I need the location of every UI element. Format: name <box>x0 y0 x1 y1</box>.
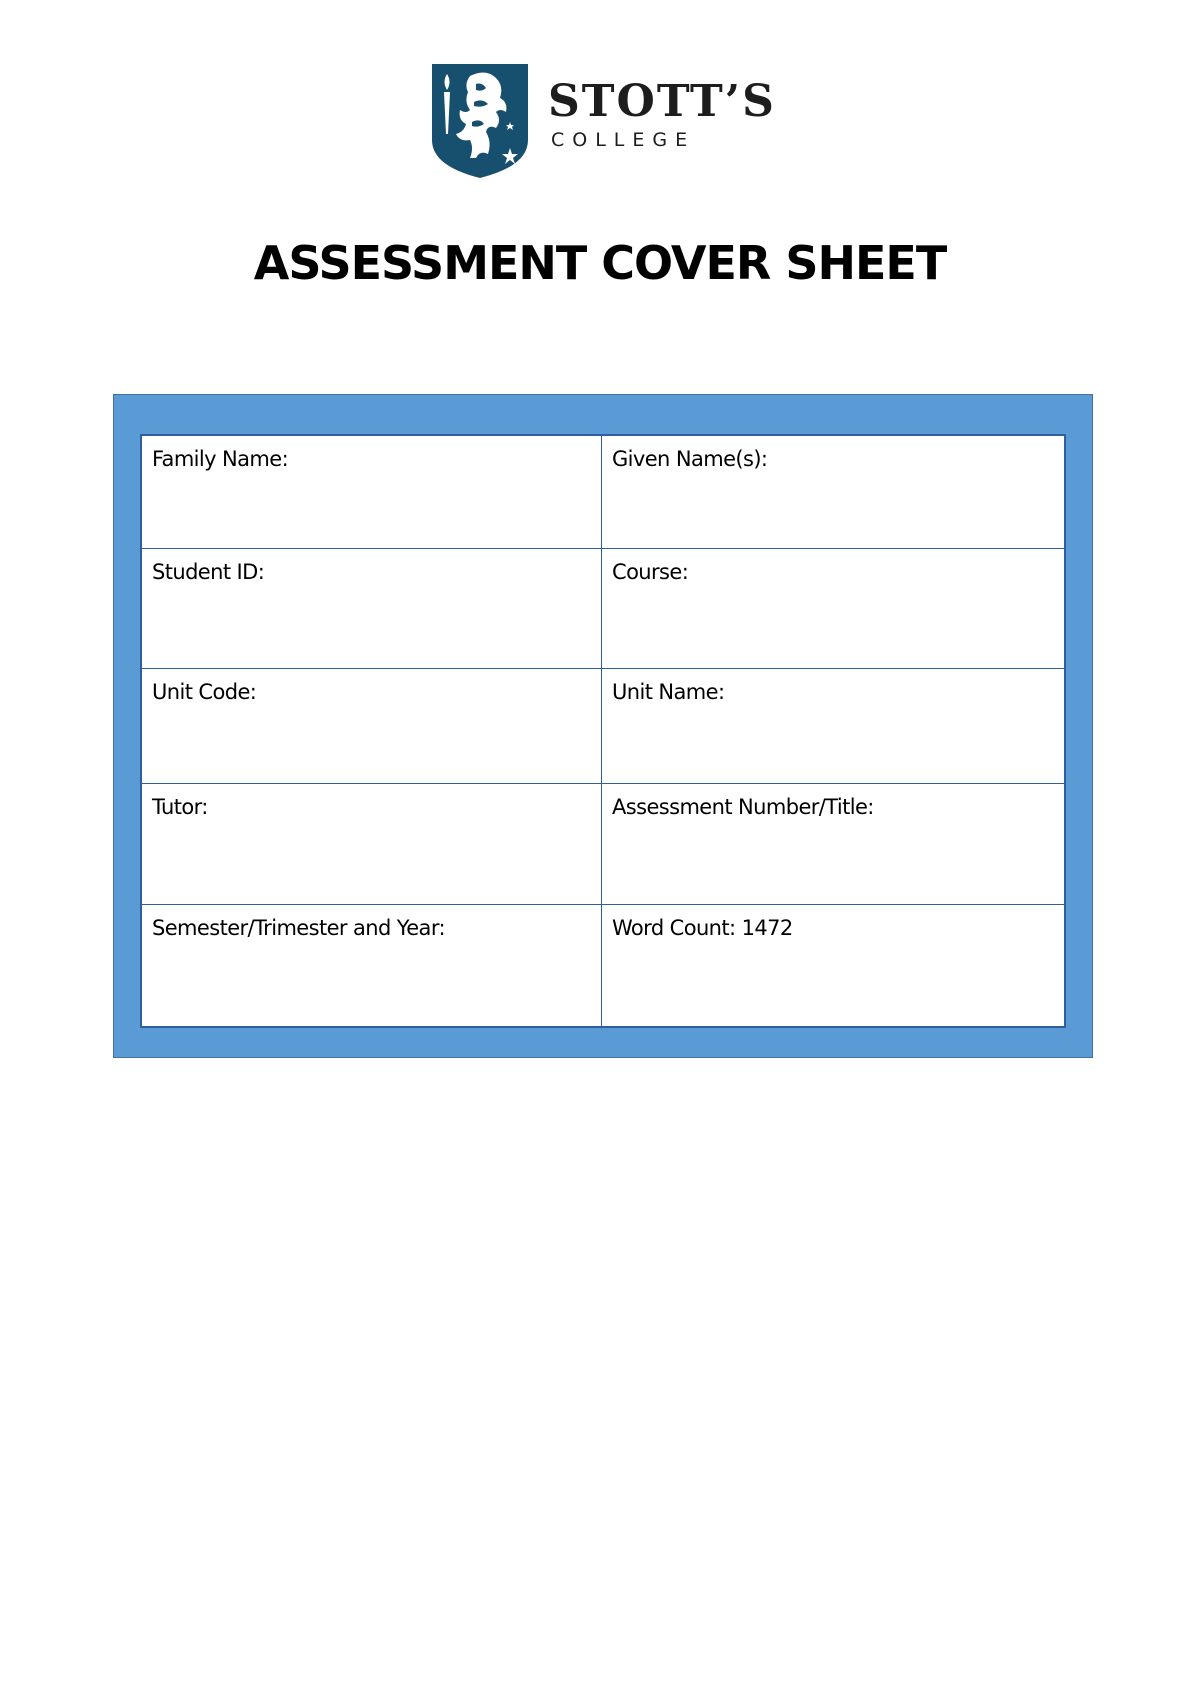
unit-name-field[interactable]: Unit Name: <box>602 669 1064 784</box>
unit-code-field[interactable]: Unit Code: <box>142 669 602 784</box>
college-logo <box>430 62 830 180</box>
course-field[interactable]: Course: <box>602 549 1064 669</box>
given-names-field[interactable]: Given Name(s): <box>602 436 1064 549</box>
brand-subtitle: COLLEGE <box>551 129 696 151</box>
word-count-field[interactable]: Word Count: 1472 <box>612 916 793 940</box>
student-details-table <box>140 434 1066 1028</box>
lion-shield-icon <box>430 62 530 180</box>
page-title: ASSESSMENT COVER SHEET <box>253 236 947 290</box>
assessment-title-field[interactable]: Assessment Number/Title: <box>602 784 1064 905</box>
logo-wordmark <box>548 76 830 180</box>
family-name-field[interactable]: Family Name: <box>142 436 602 549</box>
cover-sheet-frame <box>113 394 1093 1058</box>
student-id-field[interactable]: Student ID: <box>142 549 602 669</box>
brand-name: STOTT’S <box>548 76 776 127</box>
tutor-field[interactable]: Tutor: <box>142 784 602 905</box>
semester-year-field[interactable]: Semester/Trimester and Year: <box>142 905 602 1026</box>
